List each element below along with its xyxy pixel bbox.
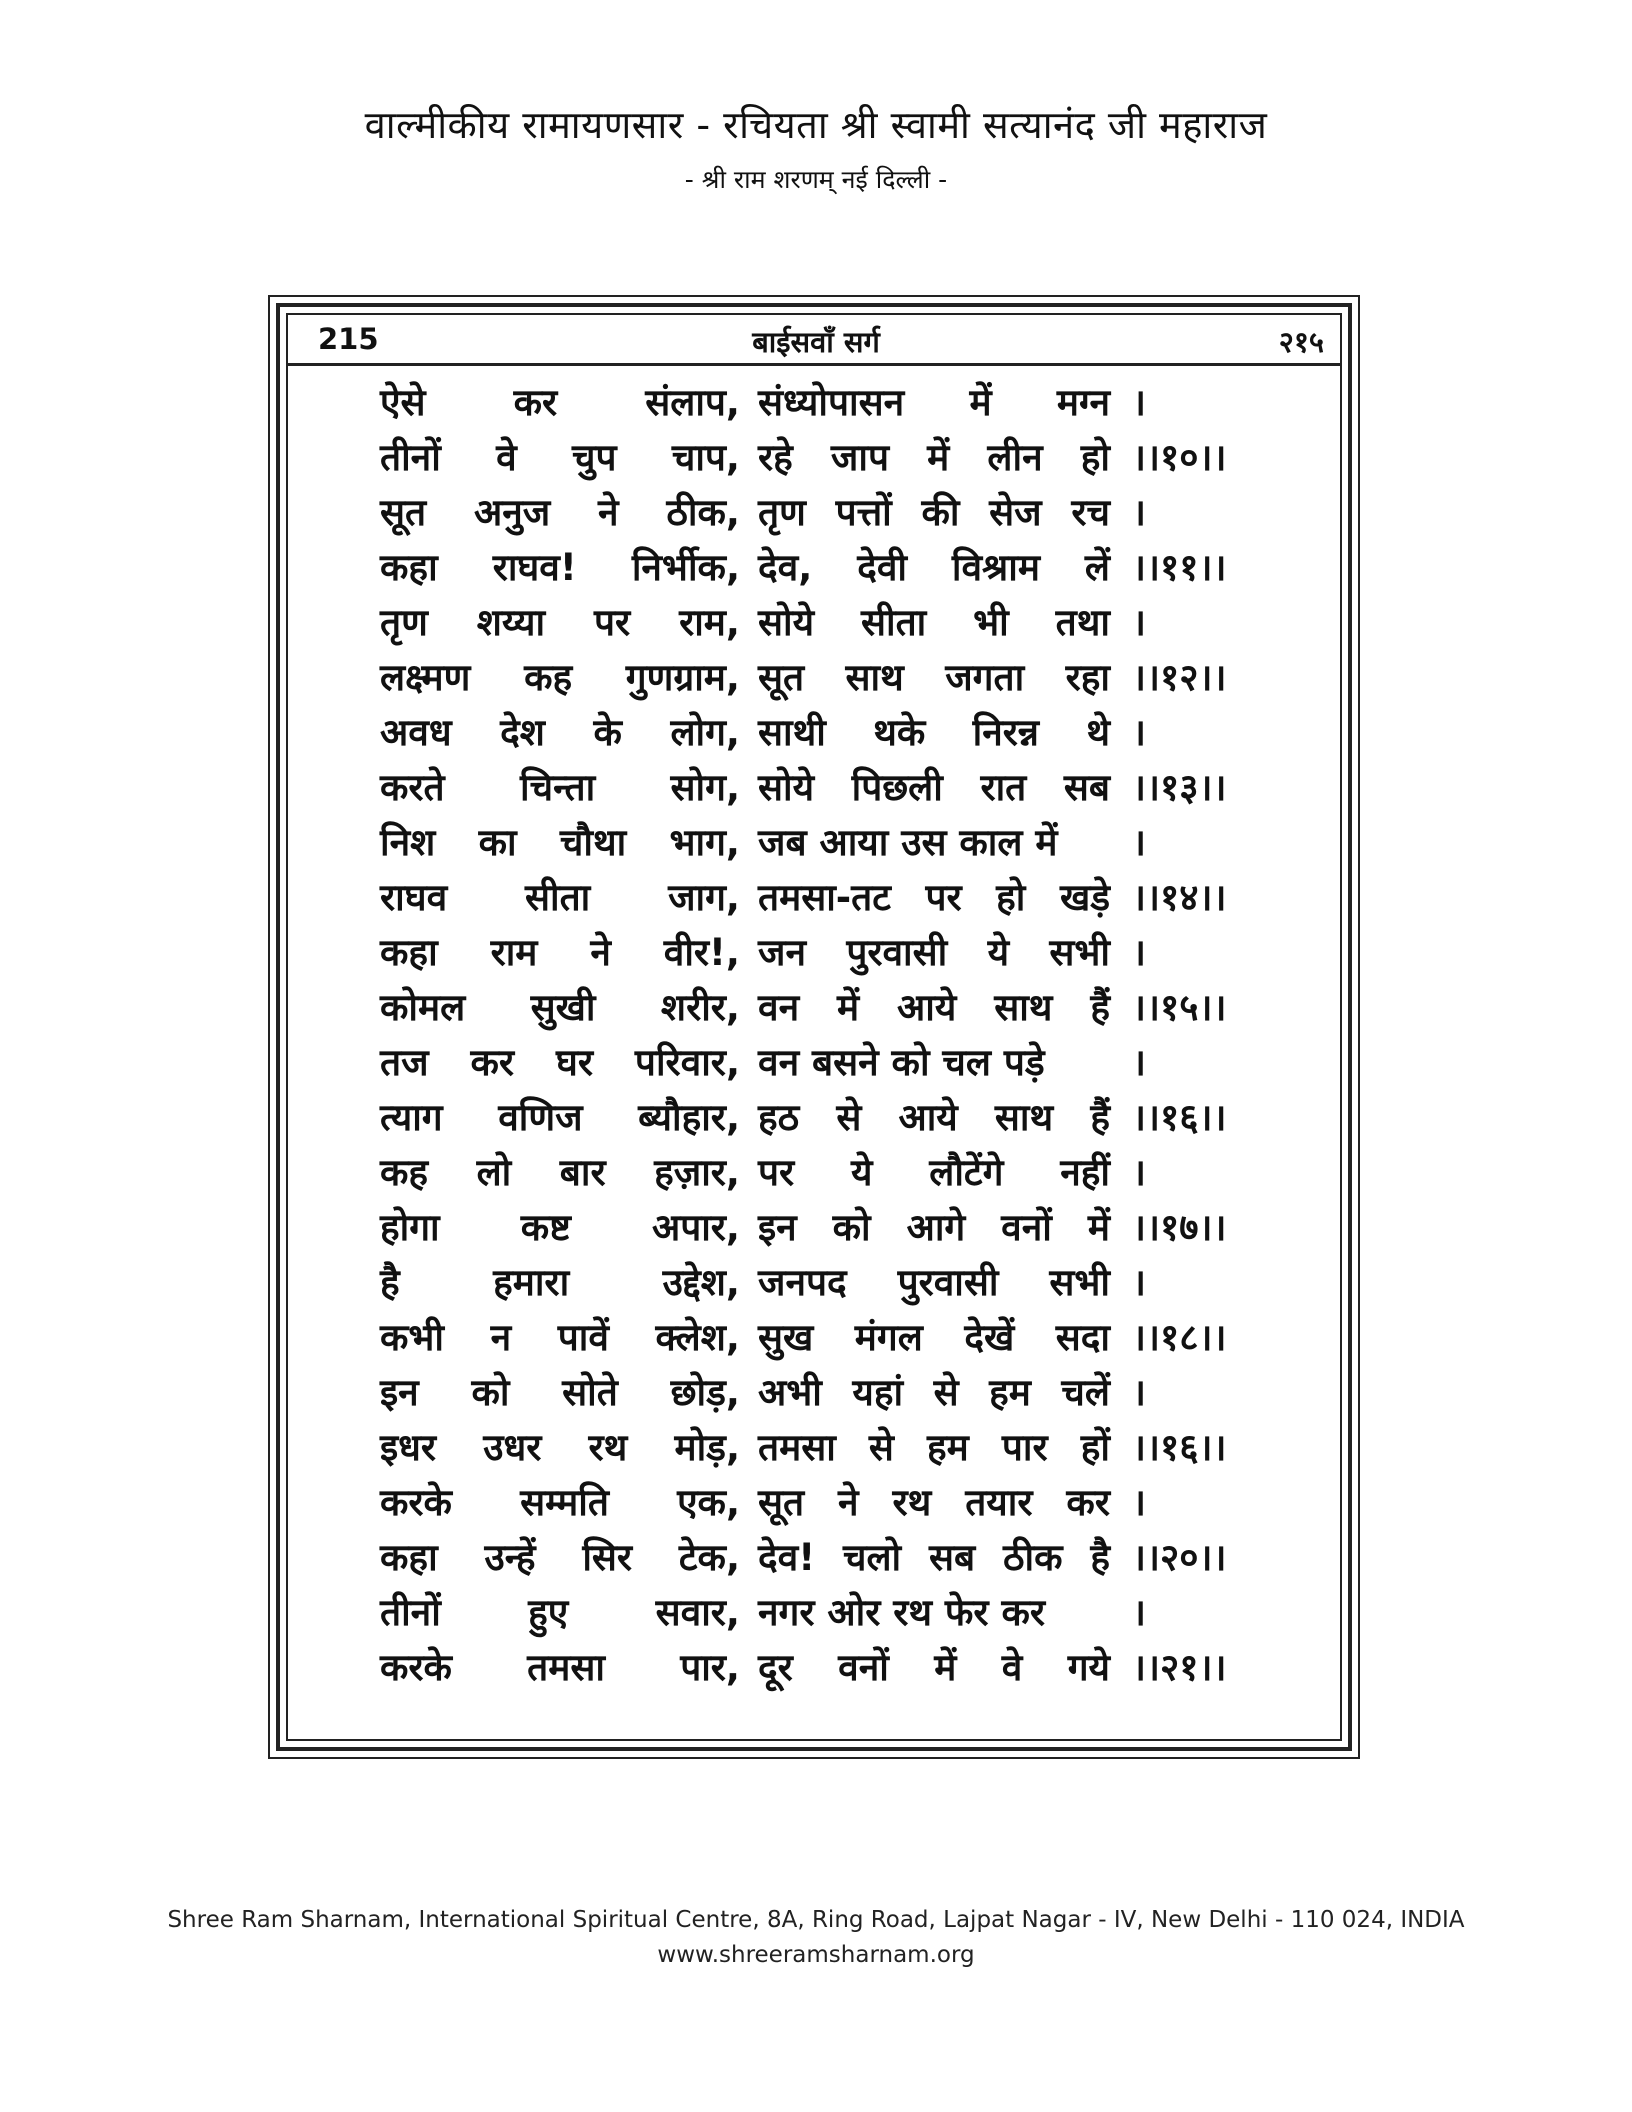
verse-word: शय्या	[476, 601, 546, 644]
verse-second-half	[758, 1365, 1110, 1416]
verse-word: हुए	[528, 1591, 569, 1634]
verse-word: क्लेश,	[655, 1316, 740, 1359]
verse-line	[380, 813, 1260, 868]
verse-word: न	[490, 1316, 512, 1359]
verse-second-half	[758, 1530, 1110, 1581]
verse-word: भी	[973, 601, 1009, 644]
verse-word: देखें	[964, 1316, 1015, 1359]
verse-first-half	[380, 1090, 740, 1141]
verse-first-half	[380, 1585, 740, 1636]
verse-first-half	[380, 1145, 740, 1196]
verse-word: वे	[496, 436, 517, 479]
verse-word: जगता	[945, 656, 1025, 699]
verse-word: निरन्न	[972, 711, 1039, 754]
verse-word: कष्ट	[520, 1206, 571, 1249]
verse-word: सब	[1063, 766, 1110, 809]
verse-first-half	[380, 870, 740, 921]
verse-line	[380, 1363, 1260, 1418]
verse-line	[380, 1033, 1260, 1088]
verse-number: ।।११।।	[1132, 546, 1227, 589]
verse-word: संध्योपासन	[758, 381, 905, 424]
verse-second-half	[758, 1255, 1110, 1306]
verse-word: वीर!,	[663, 931, 740, 974]
verse-word: कोमल	[380, 986, 466, 1029]
verse-word: रहे	[758, 436, 793, 479]
verse-line	[380, 1528, 1260, 1583]
verse-first-half	[380, 430, 740, 481]
verse-first-half	[380, 595, 740, 646]
verse-word: राम	[490, 931, 538, 974]
verse-first-half	[380, 760, 740, 811]
verse-word: उधर	[483, 1426, 542, 1469]
document-subtitle: - श्री राम शरणम् नई दिल्ली -	[684, 165, 948, 194]
verse-line	[380, 1253, 1260, 1308]
verse-first-half	[380, 540, 740, 591]
verse-word: वनों	[1001, 1206, 1052, 1249]
verse-word: सोये	[758, 601, 815, 644]
verse-word: वन	[758, 986, 800, 1029]
verse-word: का	[478, 821, 517, 864]
verse-word: वन बसने को चल पड़े	[758, 1041, 1045, 1084]
verse-word: रथ	[588, 1426, 628, 1469]
verse-line	[380, 648, 1260, 703]
verse-line	[380, 978, 1260, 1033]
verse-second-half	[758, 650, 1110, 701]
verse-word: सम्मति	[520, 1481, 609, 1524]
verse-second-half	[758, 375, 1110, 426]
verse-word: चलो	[842, 1536, 902, 1579]
verse-number: ।।१०।।	[1132, 436, 1227, 479]
verse-second-half	[758, 540, 1110, 591]
verse-word: लौटेंगे	[929, 1151, 1004, 1194]
verse-second-half	[758, 1420, 1110, 1471]
verse-second-half	[758, 1310, 1110, 1361]
verse-word: ने	[590, 931, 611, 974]
verse-word: को	[832, 1206, 871, 1249]
verse-line	[380, 1143, 1260, 1198]
verse-word: हैं	[1090, 1096, 1110, 1139]
verse-word: त्याग	[380, 1096, 443, 1139]
verse-word: चुप	[572, 436, 617, 479]
verse-word: इन	[758, 1206, 797, 1249]
verse-word: में	[927, 436, 950, 479]
verse-word: अपार,	[651, 1206, 740, 1249]
verse-number: ।	[1132, 1371, 1147, 1414]
verse-second-half	[758, 1145, 1110, 1196]
verse-word: यहां	[852, 1371, 904, 1414]
verse-word: ब्यौहार,	[638, 1096, 740, 1139]
verse-word: इन	[380, 1371, 419, 1414]
verse-word: शरीर,	[660, 986, 740, 1029]
verse-word: अवध	[380, 711, 452, 754]
verse-word: करके	[380, 1646, 452, 1689]
verse-word: तीनों	[380, 1591, 441, 1634]
verse-second-half	[758, 980, 1110, 1031]
verse-word: लोग,	[670, 711, 740, 754]
verse-word: साथ	[994, 986, 1053, 1029]
verse-first-half	[380, 1420, 740, 1471]
verse-word: तीनों	[380, 436, 441, 479]
verse-word: सोते	[562, 1371, 618, 1414]
verse-second-half	[758, 1640, 1110, 1691]
verse-word: करके	[380, 1481, 452, 1524]
verse-word: गये	[1067, 1646, 1110, 1689]
verse-second-half	[758, 430, 1110, 481]
verse-word: सब	[928, 1536, 976, 1579]
verse-line	[380, 483, 1260, 538]
verse-word: हो	[1080, 436, 1110, 479]
verse-word: सदा	[1055, 1316, 1110, 1359]
verse-word: परिवार,	[634, 1041, 740, 1084]
verse-word: पावें	[557, 1316, 609, 1359]
verse-word: पुरवासी	[846, 931, 948, 974]
footer-website: www.shreeramsharnam.org	[657, 1942, 975, 1968]
verse-first-half	[380, 1530, 740, 1581]
verse-word: गुणग्राम,	[625, 656, 740, 699]
verse-number: ।।१६।।	[1132, 1096, 1227, 1139]
verse-first-half	[380, 980, 740, 1031]
verse-word: उन्हें	[484, 1536, 536, 1579]
verse-word: राघव	[380, 876, 448, 919]
verse-line	[380, 1308, 1260, 1363]
verse-word: पत्तों	[835, 491, 892, 534]
verse-number: ।।१३।।	[1132, 766, 1227, 809]
verse-word: ये	[987, 931, 1010, 974]
verse-word: साथ	[994, 1096, 1054, 1139]
verse-word: सूत	[380, 491, 427, 534]
verse-word: दूर	[758, 1646, 793, 1689]
verse-second-half	[758, 815, 1110, 866]
verse-first-half	[380, 1475, 740, 1526]
verse-word: कहा	[380, 546, 438, 589]
verse-number: ।	[1132, 601, 1147, 644]
verse-word: सूत	[758, 656, 805, 699]
verse-line	[380, 758, 1260, 813]
verse-word: वे	[1001, 1646, 1023, 1689]
verse-word: आये	[897, 986, 957, 1029]
verse-word: खड़े	[1059, 876, 1110, 919]
verse-word: हो	[996, 876, 1026, 919]
verse-line	[380, 593, 1260, 648]
verse-line	[380, 1473, 1260, 1528]
verse-word: ठीक	[1002, 1536, 1063, 1579]
verse-word: कह	[380, 1151, 429, 1194]
verse-word: वणिज	[498, 1096, 583, 1139]
verse-word: मंगल	[854, 1316, 923, 1359]
verse-word: रच	[1071, 491, 1110, 534]
verse-word: करते	[380, 766, 445, 809]
verse-word: देश	[500, 711, 545, 754]
verse-word: में	[969, 381, 992, 424]
verse-word: से	[868, 1426, 894, 1469]
verse-first-half	[380, 1200, 740, 1251]
verse-word: की	[921, 491, 960, 534]
verse-word: आगे	[906, 1206, 966, 1249]
verse-word: सेज	[989, 491, 1042, 534]
verse-word: हज़ार,	[654, 1151, 740, 1194]
verse-word: सीता	[524, 876, 591, 919]
verse-word: हठ	[758, 1096, 800, 1139]
verse-word: पुरवासी	[897, 1261, 999, 1304]
verse-word: हम	[989, 1371, 1031, 1414]
verse-first-half	[380, 1310, 740, 1361]
verse-number: ।	[1132, 381, 1147, 424]
verse-word: एक,	[677, 1481, 740, 1524]
verse-second-half	[758, 925, 1110, 976]
header-divider	[286, 363, 1342, 366]
verse-line	[380, 1088, 1260, 1143]
verse-word: कर	[1066, 1481, 1110, 1524]
verse-second-half	[758, 760, 1110, 811]
verse-word: तमसा	[527, 1646, 605, 1689]
verse-word: ऐसे	[380, 381, 426, 424]
document-title: वाल्मीकीय रामायणसार - रचियता श्री स्वामी सत्यानंद जी महाराज	[364, 103, 1268, 147]
verse-word: ठीक,	[666, 491, 740, 534]
verse-word: रात	[980, 766, 1027, 809]
verse-word: भाग,	[669, 821, 740, 864]
verse-first-half	[380, 1365, 740, 1416]
verse-list	[380, 373, 1260, 1693]
verse-word: चाप,	[671, 436, 740, 479]
verse-word: संलाप,	[645, 381, 740, 424]
verse-word: इधर	[380, 1426, 437, 1469]
verse-word: लक्ष्मण	[380, 656, 471, 699]
verse-word: उद्देश,	[662, 1261, 740, 1304]
verse-word: घर	[555, 1041, 593, 1084]
verse-word: टेक,	[678, 1536, 740, 1579]
verse-word: पिछली	[851, 766, 943, 809]
verse-number: ।।१६।।	[1132, 1426, 1227, 1469]
verse-number: ।।१४।।	[1132, 876, 1227, 919]
verse-word: कह	[524, 656, 573, 699]
verse-number: ।	[1132, 1041, 1147, 1084]
verse-word: मग्न	[1056, 381, 1110, 424]
verse-first-half	[380, 705, 740, 756]
verse-word: को	[471, 1371, 510, 1414]
verse-word: नगर ओर रथ फेर कर	[758, 1591, 1045, 1634]
verse-second-half	[758, 595, 1110, 646]
verse-word: अनुज	[473, 491, 551, 534]
verse-number: ।	[1132, 1591, 1147, 1634]
verse-word: बार	[559, 1151, 606, 1194]
verse-word: छोड़,	[670, 1371, 740, 1414]
verse-first-half	[380, 925, 740, 976]
verse-word: हमारा	[493, 1261, 570, 1304]
verse-word: चलें	[1061, 1371, 1110, 1414]
verse-word: नहीं	[1060, 1151, 1110, 1194]
verse-word: पर	[594, 601, 631, 644]
verse-word: जन	[758, 931, 806, 974]
verse-first-half	[380, 1035, 740, 1086]
verse-word: के	[593, 711, 622, 754]
verse-number: ।।२०।।	[1132, 1536, 1227, 1579]
verse-word: तृण	[380, 601, 428, 644]
verse-line	[380, 923, 1260, 978]
verse-word: कर	[513, 381, 558, 424]
verse-word: सोये	[758, 766, 815, 809]
verse-line	[380, 703, 1260, 758]
verse-second-half	[758, 705, 1110, 756]
verse-word: हैं	[1090, 986, 1110, 1029]
verse-first-half	[380, 1255, 740, 1306]
verse-word: सीता	[860, 601, 927, 644]
verse-word: तथा	[1055, 601, 1110, 644]
verse-first-half	[380, 1640, 740, 1691]
chapter-title: बाईसवाँ सर्ग	[752, 325, 880, 359]
verse-second-half	[758, 485, 1110, 536]
verse-line	[380, 538, 1260, 593]
verse-second-half	[758, 1035, 1110, 1086]
verse-word: तृण	[758, 491, 806, 534]
verse-word: से	[836, 1096, 862, 1139]
verse-number: ।।१५।।	[1132, 986, 1227, 1029]
verse-word: तमसा-तट	[758, 876, 891, 919]
verse-word: लें	[1084, 546, 1110, 589]
verse-word: में	[934, 1646, 957, 1689]
verse-number: ।।१८।।	[1132, 1316, 1227, 1359]
verse-word: थके	[873, 711, 926, 754]
verse-number: ।	[1132, 711, 1147, 754]
verse-number: ।	[1132, 1151, 1147, 1194]
verse-word: निर्भीक,	[631, 546, 740, 589]
verse-word: वनों	[838, 1646, 889, 1689]
verse-second-half	[758, 1475, 1110, 1526]
verse-word: में	[837, 986, 860, 1029]
verse-word: हों	[1080, 1426, 1110, 1469]
verse-line	[380, 1583, 1260, 1638]
verse-word: मोड़,	[674, 1426, 740, 1469]
verse-number: ।	[1132, 1261, 1147, 1304]
verse-word: विश्राम	[951, 546, 1040, 589]
verse-word: तज	[380, 1041, 429, 1084]
verse-word: देव!	[758, 1536, 816, 1579]
verse-second-half	[758, 1090, 1110, 1141]
verse-line	[380, 1198, 1260, 1253]
verse-word: रहा	[1065, 656, 1110, 699]
verse-word: जाप	[830, 436, 889, 479]
verse-word: लीन	[987, 436, 1043, 479]
verse-word: साथी	[758, 711, 826, 754]
verse-number: ।	[1132, 491, 1147, 534]
verse-word: तमसा	[758, 1426, 836, 1469]
verse-word: कर	[470, 1041, 515, 1084]
verse-word: चिन्ता	[520, 766, 596, 809]
verse-first-half	[380, 375, 740, 426]
verse-second-half	[758, 1200, 1110, 1251]
verse-first-half	[380, 650, 740, 701]
verse-line	[380, 428, 1260, 483]
verse-word: जाग,	[668, 876, 740, 919]
verse-word: जब आया उस काल में	[758, 821, 1058, 864]
verse-word: थे	[1086, 711, 1110, 754]
verse-number: ।।२१।।	[1132, 1646, 1227, 1689]
verse-word: है	[380, 1261, 400, 1304]
verse-word: सूत	[758, 1481, 805, 1524]
verse-word: में	[1087, 1206, 1110, 1249]
verse-word: है	[1090, 1536, 1110, 1579]
verse-word: हम	[927, 1426, 969, 1469]
verse-first-half	[380, 815, 740, 866]
verse-word: पार	[1001, 1426, 1048, 1469]
verse-word: सिर	[582, 1536, 633, 1579]
verse-word: सभी	[1049, 931, 1110, 974]
verse-word: जनपद	[758, 1261, 847, 1304]
verse-number: ।	[1132, 931, 1147, 974]
verse-line	[380, 1638, 1260, 1693]
verse-word: सुखी	[530, 986, 596, 1029]
verse-word: लो	[476, 1151, 512, 1194]
verse-line	[380, 373, 1260, 428]
verse-word: सवार,	[655, 1591, 740, 1634]
verse-word: आये	[898, 1096, 958, 1139]
verse-second-half	[758, 1585, 1110, 1636]
verse-word: कहा	[380, 931, 438, 974]
page-number-devanagari: २१५	[1278, 325, 1324, 359]
verse-word: ने	[838, 1481, 859, 1524]
verse-word: से	[933, 1371, 959, 1414]
verse-word: पार,	[680, 1646, 740, 1689]
verse-word: रथ	[892, 1481, 932, 1524]
verse-line	[380, 868, 1260, 923]
verse-word: ने	[598, 491, 619, 534]
verse-number: ।	[1132, 1481, 1147, 1524]
verse-word: देवी	[857, 546, 907, 589]
verse-word: सुख	[758, 1316, 814, 1359]
verse-word: ये	[850, 1151, 873, 1194]
verse-word: पर	[758, 1151, 795, 1194]
verse-word: पर	[925, 876, 962, 919]
verse-number: ।	[1132, 821, 1147, 864]
verse-line	[380, 1418, 1260, 1473]
verse-first-half	[380, 485, 740, 536]
verse-number: ।।१७।।	[1132, 1206, 1227, 1249]
verse-word: देव,	[758, 546, 813, 589]
verse-word: साथ	[845, 656, 904, 699]
verse-word: तयार	[965, 1481, 1033, 1524]
verse-word: सोग,	[670, 766, 740, 809]
verse-word: निश	[380, 821, 436, 864]
verse-word: सभी	[1049, 1261, 1110, 1304]
verse-number: ।।१२।।	[1132, 656, 1227, 699]
footer-address: Shree Ram Sharnam, International Spiritual Centre, 8A, Ring Road, Lajpat Nagar - IV, New Delhi - 110 024, INDIA	[167, 1907, 1465, 1933]
page-number-arabic: 215	[318, 322, 379, 356]
verse-word: अभी	[758, 1371, 822, 1414]
verse-word: कभी	[380, 1316, 445, 1359]
verse-word: राम,	[679, 601, 740, 644]
verse-second-half	[758, 870, 1110, 921]
verse-word: चौथा	[559, 821, 627, 864]
verse-word: कहा	[380, 1536, 438, 1579]
verse-word: होगा	[380, 1206, 440, 1249]
verse-word: राघव!	[492, 546, 577, 589]
